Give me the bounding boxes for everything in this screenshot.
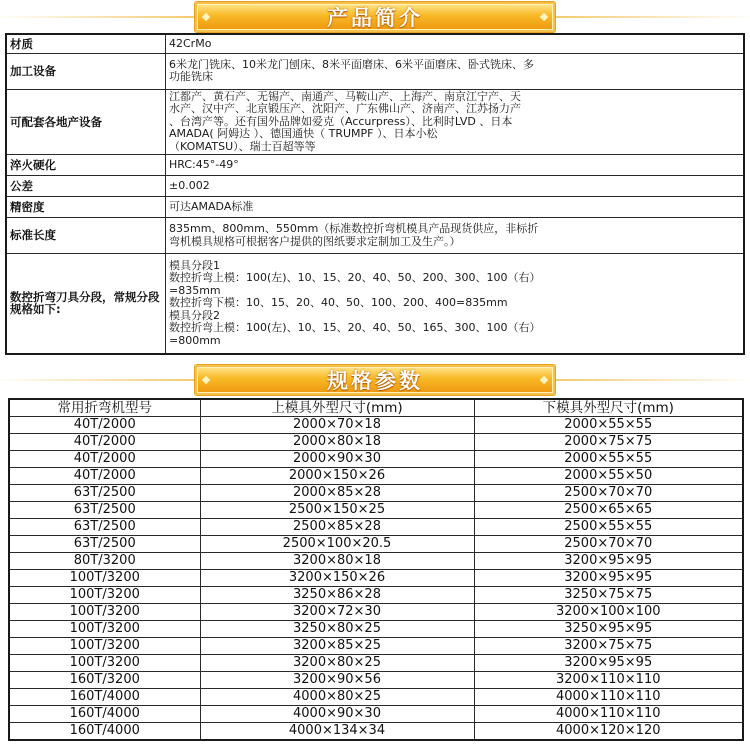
upper-die-cell: 4000×80×25: [200, 689, 474, 706]
lower-die-cell: 4000×110×110: [474, 706, 743, 723]
diamond-ornament-icon: [540, 13, 548, 21]
upper-die-cell: 3250×80×25: [200, 621, 474, 638]
intro-row: [6, 155, 744, 176]
intro-label: 数控折弯刀具分段，常规分段规格如下:: [6, 254, 166, 354]
model-cell: 100T/3200: [9, 570, 200, 587]
spec-header-row: [9, 399, 743, 417]
intro-value: [166, 34, 745, 53]
intro-value-line: 数控折弯下模：10、15、20、40、50、100、200、400=835mm: [169, 296, 508, 309]
upper-die-cell: 2000×150×26: [200, 468, 474, 485]
intro-value-line: 、台湾产等。还有国外品牌如爱克（Accurpress）、比利时LVD 、日本: [169, 114, 513, 128]
model-cell: 40T/2000: [9, 434, 200, 451]
spec-row: [9, 706, 743, 723]
spec-row: [9, 451, 743, 468]
lower-die-cell: 2500×70×70: [474, 485, 743, 502]
model-cell: 100T/3200: [9, 638, 200, 655]
lower-die-cell: 2500×70×70: [474, 536, 743, 553]
lower-die-cell: 2000×55×50: [474, 468, 743, 485]
upper-die-cell: 3200×90×56: [200, 672, 474, 689]
upper-die-cell: 2500×150×25: [200, 502, 474, 519]
model-cell: 160T/4000: [9, 723, 200, 741]
model-cell: 160T/4000: [9, 689, 200, 706]
intro-label: 加工设备: [6, 53, 166, 89]
intro-row: [6, 218, 744, 254]
intro-value-line: 模具分段1: [169, 258, 220, 272]
upper-die-cell: 3200×80×25: [200, 655, 474, 672]
intro-label: 材质: [6, 34, 166, 53]
intro-row: [6, 176, 744, 197]
intro-label: 标准长度: [6, 218, 166, 254]
upper-die-cell: 3250×86×28: [200, 587, 474, 604]
intro-value: [166, 89, 745, 155]
spec-row: [9, 604, 743, 621]
model-cell: 40T/2000: [9, 451, 200, 468]
spec-row: [9, 621, 743, 638]
lower-die-cell: 3200×95×95: [474, 570, 743, 587]
product-intro-table: [5, 33, 745, 355]
intro-value: [166, 218, 745, 254]
header-upper-die: 上模具外型尺寸(mm): [200, 399, 474, 417]
model-cell: 63T/2500: [9, 536, 200, 553]
intro-banner: [0, 0, 750, 34]
lower-die-cell: 2000×75×75: [474, 434, 743, 451]
intro-row: [6, 197, 744, 218]
model-cell: 100T/3200: [9, 587, 200, 604]
intro-value: [166, 254, 745, 354]
upper-die-cell: 3200×80×18: [200, 553, 474, 570]
upper-die-cell: 2000×70×18: [200, 417, 474, 434]
intro-value-line: （KOMATSU）、瑞士百超等等: [169, 139, 316, 153]
model-cell: 40T/2000: [9, 417, 200, 434]
lower-die-cell: 3200×95×95: [474, 655, 743, 672]
intro-value-line: HRC:45°-49°: [169, 157, 239, 171]
intro-row: [6, 53, 744, 89]
lower-die-cell: 2500×65×65: [474, 502, 743, 519]
intro-label: 公差: [6, 176, 166, 197]
intro-row: [6, 34, 744, 53]
intro-row: [6, 254, 744, 354]
lower-die-cell: 3250×95×95: [474, 621, 743, 638]
model-cell: 100T/3200: [9, 604, 200, 621]
model-cell: 63T/2500: [9, 519, 200, 536]
upper-die-cell: 3200×72×30: [200, 604, 474, 621]
spec-row: [9, 417, 743, 434]
upper-die-cell: 2000×85×28: [200, 485, 474, 502]
lower-die-cell: 3200×95×95: [474, 553, 743, 570]
spec-row: [9, 434, 743, 451]
spec-row: [9, 638, 743, 655]
spec-row: [9, 689, 743, 706]
upper-die-cell: 4000×134×34: [200, 723, 474, 741]
spec-row: [9, 587, 743, 604]
model-cell: 160T/3200: [9, 672, 200, 689]
spec-row: [9, 468, 743, 485]
spec-title: 规格参数: [327, 369, 423, 393]
intro-value-line: 可达AMADA标准: [169, 199, 254, 213]
spec-row: [9, 723, 743, 741]
intro-title: 产品简介: [327, 6, 423, 30]
intro-label: 精密度: [6, 197, 166, 218]
lower-die-cell: 3200×75×75: [474, 638, 743, 655]
model-cell: 63T/2500: [9, 502, 200, 519]
lower-die-cell: 2000×55×55: [474, 417, 743, 434]
intro-value-line: =835mm: [169, 283, 221, 297]
model-cell: 160T/4000: [9, 706, 200, 723]
model-cell: 100T/3200: [9, 621, 200, 638]
lower-die-cell: 2000×55×55: [474, 451, 743, 468]
intro-value-line: 835mm、800mm、550mm（标准数控折弯机模具产品现货供应，非标折: [169, 222, 539, 235]
intro-value: [166, 197, 745, 218]
spec-row: [9, 485, 743, 502]
header-lower-die: 下模具外型尺寸(mm): [474, 399, 743, 417]
diamond-ornament-icon: [202, 376, 210, 384]
upper-die-cell: 3200×150×26: [200, 570, 474, 587]
intro-value-line: =800mm: [169, 333, 221, 347]
intro-value-line: 6米龙门铣床、10米龙门刨床、8米平面磨床、6米平面磨床、卧式铣床、多: [169, 57, 534, 71]
intro-value: [166, 53, 745, 89]
intro-value-line: 数控折弯上模：100(左)、10、15、20、40、50、165、300、100（右）: [169, 321, 541, 334]
lower-die-cell: 4000×110×110: [474, 689, 743, 706]
upper-die-cell: 4000×90×30: [200, 706, 474, 723]
intro-value-line: AMADA( 阿姆达 ）、德国通快（ TRUMPF ）、日本小松: [169, 127, 438, 140]
intro-label: 淬火硬化: [6, 155, 166, 176]
spec-row: [9, 519, 743, 536]
intro-banner-plate: [195, 2, 555, 32]
intro-value-line: ±0.002: [169, 178, 210, 192]
intro-value-line: 水产、汉中产、北京锻压产、沈阳产、广东佛山产、济南产、江苏扬力产: [169, 102, 521, 115]
intro-value: [166, 155, 745, 176]
intro-value: [166, 176, 745, 197]
spec-table: [8, 398, 744, 741]
spec-row: [9, 655, 743, 672]
header-model: 常用折弯机型号: [9, 399, 200, 417]
intro-value-line: 弯机模具规格可根据客户提供的图纸要求定制加工及生产。）: [169, 234, 461, 248]
intro-value-line: 江都产、黄石产、无锡产、南通产、马鞍山产、上海产、南京江宁产、天: [169, 89, 521, 103]
intro-value-line: 数控折弯上模：100(左)、10、15、20、40、50、200、300、100（右）: [169, 271, 541, 284]
upper-die-cell: 2500×100×20.5: [200, 536, 474, 553]
spec-row: [9, 570, 743, 587]
spec-banner: [0, 364, 750, 396]
model-cell: 80T/3200: [9, 553, 200, 570]
upper-die-cell: 3200×85×25: [200, 638, 474, 655]
spec-row: [9, 502, 743, 519]
lower-die-cell: 3200×100×100: [474, 604, 743, 621]
lower-die-cell: 2500×55×55: [474, 519, 743, 536]
model-cell: 40T/2000: [9, 468, 200, 485]
intro-label: 可配套各地产设备: [6, 89, 166, 155]
upper-die-cell: 2000×90×30: [200, 451, 474, 468]
intro-value-line: 42CrMo: [169, 36, 212, 50]
diamond-ornament-icon: [202, 13, 210, 21]
upper-die-cell: 2000×80×18: [200, 434, 474, 451]
intro-row: [6, 89, 744, 155]
spec-row: [9, 672, 743, 689]
intro-value-line: 功能铣床: [169, 70, 213, 83]
spec-row: [9, 553, 743, 570]
model-cell: 63T/2500: [9, 485, 200, 502]
model-cell: 100T/3200: [9, 655, 200, 672]
spec-row: [9, 536, 743, 553]
lower-die-cell: 4000×120×120: [474, 723, 743, 741]
spec-banner-plate: [195, 365, 555, 395]
lower-die-cell: 3250×75×75: [474, 587, 743, 604]
lower-die-cell: 3200×110×110: [474, 672, 743, 689]
intro-value-line: 模具分段2: [169, 308, 220, 322]
diamond-ornament-icon: [540, 376, 548, 384]
upper-die-cell: 2500×85×28: [200, 519, 474, 536]
